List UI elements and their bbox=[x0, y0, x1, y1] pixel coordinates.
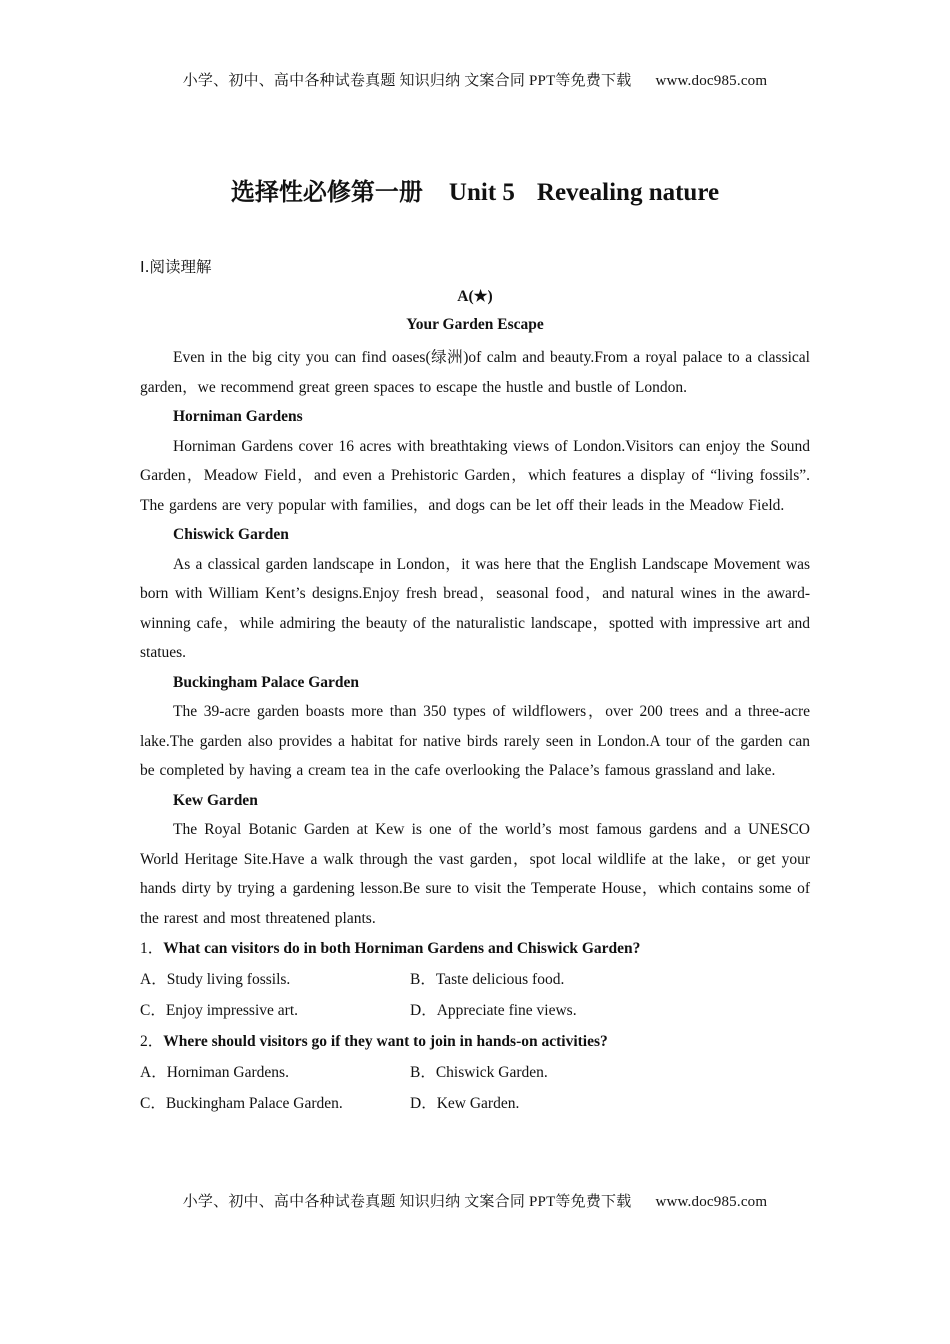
question-number: 2． bbox=[140, 1033, 164, 1050]
header-site-link[interactable]: www.doc985.com bbox=[655, 73, 768, 89]
passage-intro: Even in the big city you can find oases(绿洲)of calm and beauty.From a royal palace to a classical garden，we recommend great green spaces to escape the hustle and bustle of London. bbox=[140, 349, 810, 396]
garden-paragraph: Horniman Gardens cover 16 acres with breathtaking views of London.Visitors can enjoy the Sound Garden，Meadow Field，and even a Prehistoric Garden，which features a display of “living fossils”. The gardens are very popular with families，and dogs can be let off their leads in the Meadow Field. bbox=[140, 437, 810, 514]
option-c[interactable] bbox=[140, 995, 410, 1026]
options-row bbox=[140, 1088, 810, 1119]
section-label: Ⅰ.阅读理解 bbox=[140, 258, 212, 276]
options-row bbox=[140, 1057, 810, 1088]
option-c[interactable] bbox=[140, 1088, 410, 1119]
option-letter: B． bbox=[410, 971, 436, 988]
page-header bbox=[0, 69, 950, 90]
header-text: 小学、初中、高中各种试卷真题 知识归纳 文案合同 PPT等免费下载 bbox=[182, 73, 632, 89]
options-row bbox=[140, 964, 810, 995]
option-letter: C． bbox=[140, 1002, 166, 1019]
option-d[interactable] bbox=[410, 995, 680, 1026]
question-stem: Where should visitors go if they want to join in hands-on activities? bbox=[163, 1033, 608, 1050]
option-text: Buckingham Palace Garden. bbox=[165, 1095, 343, 1112]
garden-heading: Buckingham Palace Garden bbox=[173, 673, 360, 691]
passage-title: Your Garden Escape bbox=[406, 316, 544, 333]
option-letter: D． bbox=[410, 1095, 437, 1112]
title-unit: Unit 5 bbox=[448, 179, 515, 206]
footer-site-link[interactable]: www.doc985.com bbox=[655, 1194, 768, 1210]
page-footer bbox=[0, 1190, 950, 1211]
option-text: Study living fossils. bbox=[166, 971, 291, 988]
passage-label: A(★) bbox=[457, 288, 493, 305]
options-row bbox=[140, 995, 810, 1026]
option-letter: D． bbox=[410, 1002, 437, 1019]
garden-heading: Horniman Gardens bbox=[173, 408, 303, 425]
option-letter: A． bbox=[140, 971, 167, 988]
garden-paragraph: The Royal Botanic Garden at Kew is one of the world’s most famous gardens and a UNESCO World Heritage Site.Have a walk through the vast garden，spot local wildlife at the lake，or get your hands dirty by trying a gardening lesson.Be sure to visit the Temperate House，which contains some of the rarest and most threatened plants. bbox=[140, 821, 810, 927]
option-text: Taste delicious food. bbox=[435, 971, 565, 988]
garden-paragraph: As a classical garden landscape in London，it was here that the English Landscape Movement was born with William Kent’s designs.Enjoy fresh bread，seasonal food，and natural wines in the award-winning cafe，while admiring the beauty of the naturalistic landscape，spotted with impressive art and statues. bbox=[140, 555, 810, 661]
option-text: Kew Garden. bbox=[436, 1095, 520, 1112]
title-name: Revealing nature bbox=[536, 179, 720, 206]
option-a[interactable] bbox=[140, 964, 410, 995]
option-text: Appreciate fine views. bbox=[436, 1002, 577, 1019]
option-letter: A． bbox=[140, 1064, 167, 1081]
option-text: Horniman Gardens. bbox=[166, 1064, 289, 1081]
option-letter: C． bbox=[140, 1095, 166, 1112]
garden-heading: Chiswick Garden bbox=[173, 526, 289, 543]
question-2 bbox=[140, 1026, 810, 1057]
question-1 bbox=[140, 933, 810, 964]
option-b[interactable] bbox=[410, 1057, 680, 1088]
title-cn: 选择性必修第一册 bbox=[230, 177, 423, 206]
page-title bbox=[0, 172, 950, 207]
footer-text: 小学、初中、高中各种试卷真题 知识归纳 文案合同 PPT等免费下载 bbox=[182, 1194, 632, 1210]
option-b[interactable] bbox=[410, 964, 680, 995]
option-d[interactable] bbox=[410, 1088, 680, 1119]
garden-heading: Kew Garden bbox=[173, 791, 258, 809]
option-letter: B． bbox=[410, 1064, 436, 1081]
passage-body bbox=[140, 343, 810, 1119]
option-text: Enjoy impressive art. bbox=[165, 1002, 298, 1019]
question-number: 1． bbox=[140, 940, 164, 957]
question-stem: What can visitors do in both Horniman Gardens and Chiswick Garden? bbox=[163, 940, 641, 957]
garden-paragraph: The 39-acre garden boasts more than 350 types of wildflowers，over 200 trees and a three-acre lake.The garden also provides a habitat for native birds rarely seen in London.A tour of the garden can be completed by having a cream tea in the cafe overlooking the Palace’s famous grassland and lake. bbox=[140, 703, 810, 779]
option-text: Chiswick Garden. bbox=[435, 1064, 548, 1081]
option-a[interactable] bbox=[140, 1057, 410, 1088]
